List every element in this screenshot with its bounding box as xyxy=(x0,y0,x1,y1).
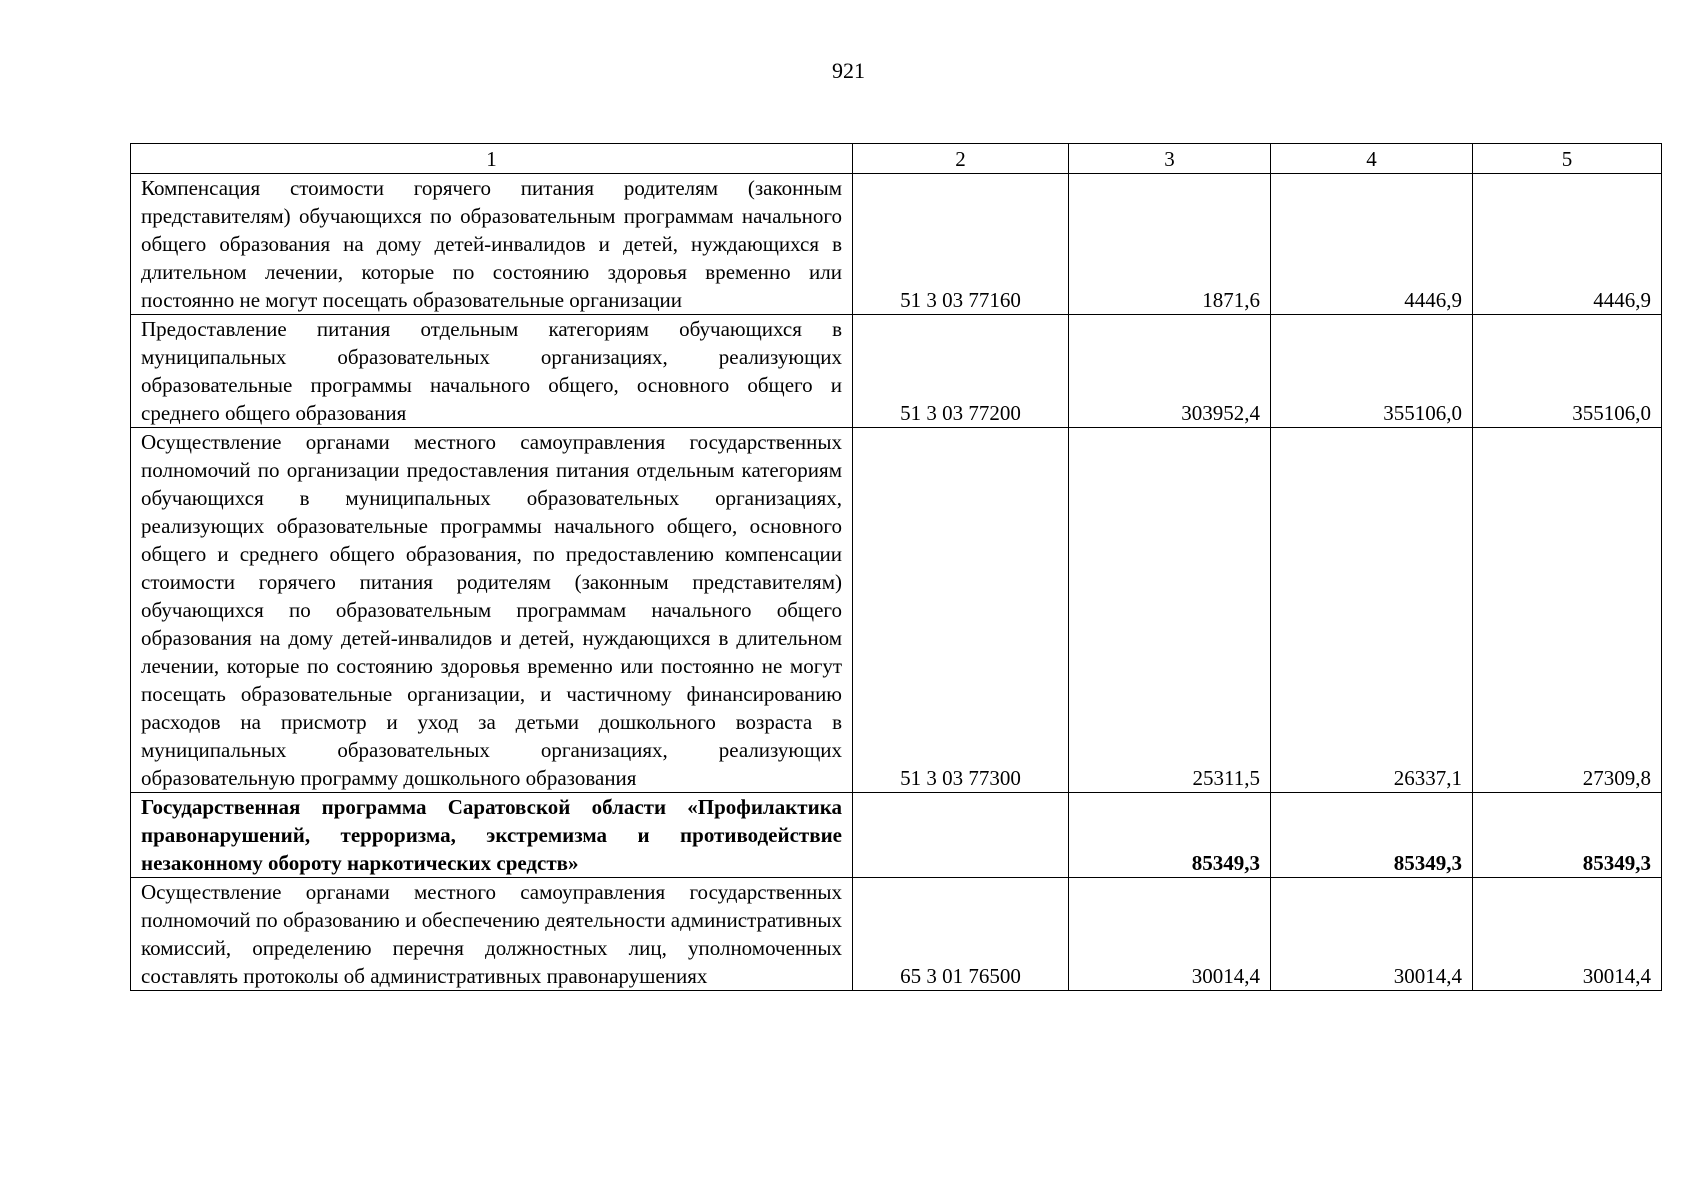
row-value-col5: 85349,3 xyxy=(1473,793,1662,878)
page-number: 921 xyxy=(832,58,865,83)
row-value-col4: 4446,9 xyxy=(1271,174,1473,315)
row-description: Осуществление органами местного самоуправления государственных полномочий по образованию и обеспечению деятельности административных комиссий, определению перечня должностных лиц, уполномоченных составлять протоколы об административных правонарушениях xyxy=(131,878,853,991)
table-row xyxy=(131,315,1662,428)
row-value-col3: 303952,4 xyxy=(1069,315,1271,428)
row-value-col5: 355106,0 xyxy=(1473,315,1662,428)
row-code: 51 3 03 77160 xyxy=(853,174,1069,315)
row-description: Компенсация стоимости горячего питания родителям (законным представителям) обучающихся по образовательным программам начального общего образования на дому детей-инвалидов и детей, нуждающихся в длительном лечении, которые по состоянию здоровья временно или постоянно не могут посещать образовательные организации xyxy=(131,174,853,315)
row-code: 65 3 01 76500 xyxy=(853,878,1069,991)
budget-table xyxy=(130,143,1662,991)
column-header-1: 1 xyxy=(131,144,853,174)
row-value-col4: 26337,1 xyxy=(1271,428,1473,793)
row-code xyxy=(853,793,1069,878)
row-code: 51 3 03 77300 xyxy=(853,428,1069,793)
row-code: 51 3 03 77200 xyxy=(853,315,1069,428)
row-description: Предоставление питания отдельным категориям обучающихся в муниципальных образовательных организациях, реализующих образовательные программы начального общего, основного общего и среднего общего образования xyxy=(131,315,853,428)
table-row xyxy=(131,174,1662,315)
row-value-col4: 85349,3 xyxy=(1271,793,1473,878)
row-value-col3: 1871,6 xyxy=(1069,174,1271,315)
row-value-col4: 355106,0 xyxy=(1271,315,1473,428)
row-value-col5: 30014,4 xyxy=(1473,878,1662,991)
column-header-5: 5 xyxy=(1473,144,1662,174)
table-row xyxy=(131,428,1662,793)
row-value-col3: 85349,3 xyxy=(1069,793,1271,878)
row-value-col3: 25311,5 xyxy=(1069,428,1271,793)
table-header-row xyxy=(131,144,1662,174)
table-row-program-heading xyxy=(131,793,1662,878)
row-value-col3: 30014,4 xyxy=(1069,878,1271,991)
row-value-col5: 4446,9 xyxy=(1473,174,1662,315)
row-value-col5: 27309,8 xyxy=(1473,428,1662,793)
row-description: Государственная программа Саратовской области «Профилактика правонарушений, терроризма, экстремизма и противодействие незаконному обороту наркотических средств» xyxy=(131,793,853,878)
row-value-col4: 30014,4 xyxy=(1271,878,1473,991)
column-header-4: 4 xyxy=(1271,144,1473,174)
column-header-2: 2 xyxy=(853,144,1069,174)
column-header-3: 3 xyxy=(1069,144,1271,174)
table-row xyxy=(131,878,1662,991)
row-description: Осуществление органами местного самоуправления государственных полномочий по организации предоставления питания отдельным категориям обучающихся в муниципальных образовательных организациях, реализующих образовательные программы начального общего, основного общего и среднего общего образования, по предоставлению компенсации стоимости горячего питания родителям (законным представителям) обучающихся по образовательным программам начального общего образования на дому детей-инвалидов и детей, нуждающихся в длительном лечении, которые по состоянию здоровья временно или постоянно не могут посещать образовательные организации, и частичному финансированию расходов на присмотр и уход за детьми дошкольного возраста в муниципальных образовательных организациях, реализующих образовательную программу дошкольного образования xyxy=(131,428,853,793)
